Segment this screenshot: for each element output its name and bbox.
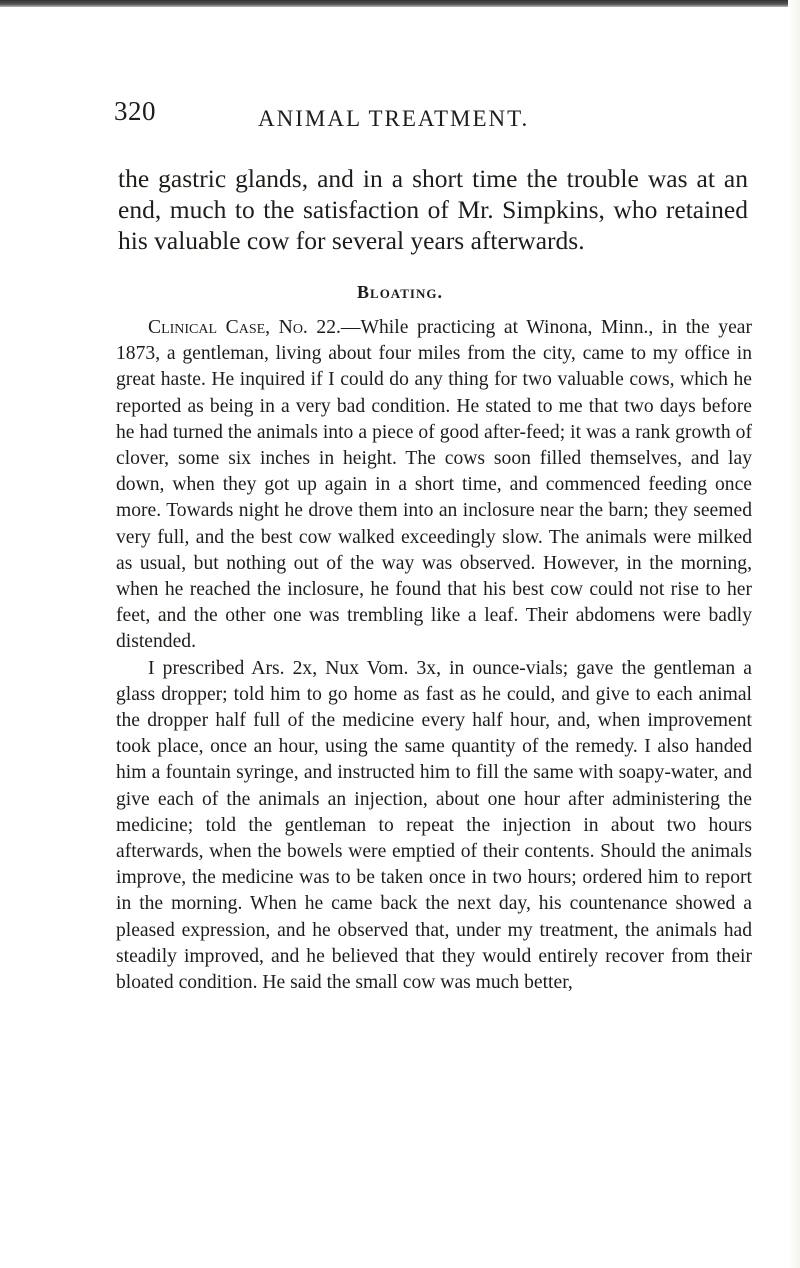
running-head: ANIMAL TREATMENT. (258, 106, 530, 131)
section-heading (0, 282, 800, 303)
page-header (0, 96, 800, 136)
case-label: Clinical Case, No. 22. (148, 317, 341, 338)
page-number: 320 (114, 96, 156, 126)
body-text (116, 315, 752, 996)
continuation-paragraph: the gastric glands, and in a short time the trouble was at an end, much to the satisfaction of Mr. Simpkins, who retained his valuable cow for several years afterwards. (118, 164, 748, 255)
paragraph-clinical-case-text: —While practicing at Winona, Minn., in the year 1873, a gentleman, living about four miles from the city, came to my office in great haste. He inquired if I could do any thing for two valuable cows, which he reported as being in a very bad condition. He stated to me that two days before he had turned the animals into a piece of good after-feed; it was a rank growth of clover, some six inches in height. The cows soon filled themselves, and lay down, when they got up again in a short time, and commenced feeding once more. Towards night he drove them into an inclosure near the barn; they seemed very full, and the best cow walked exceedingly slow. The animals were milked as usual, but nothing out of the way was observed. However, in the morning, when he reached the inclosure, he found that his best cow could not rise to her feet, and the other one was trembling like a leaf. Their abdomens were badly distended. (116, 317, 752, 653)
paragraph-prescription: I prescribed Ars. 2x, Nux Vom. 3x, in ounce-vials; gave the gentleman a glass dropper; told him to go home as fast as he could, and give to each animal the dropper half full of the medicine every half hour, and, when improvement took place, once an hour, using the same quantity of the remedy. I also handed him a fountain syringe, and instructed him to fill the same with soapy-water, and give each of the animals an injection, about one hour after administering the medicine; told the gentleman to repeat the injection in about two hours afterwards, when the bowels were emptied of their contents. Should the animals improve, the medicine was to be taken once in two hours; ordered him to report in the morning. When he came back the next day, his countenance showed a pleased expression, and he observed that, under my treatment, the animals had steadily improved, and he believed that they would entirely recover from their bloated condition. He said the small cow was much better, (116, 657, 752, 994)
page-top-edge (0, 0, 800, 7)
page-right-edge-shadow (788, 0, 800, 1268)
paragraph-clinical-case (116, 315, 752, 656)
section-heading-text: Bloating. (357, 282, 443, 302)
